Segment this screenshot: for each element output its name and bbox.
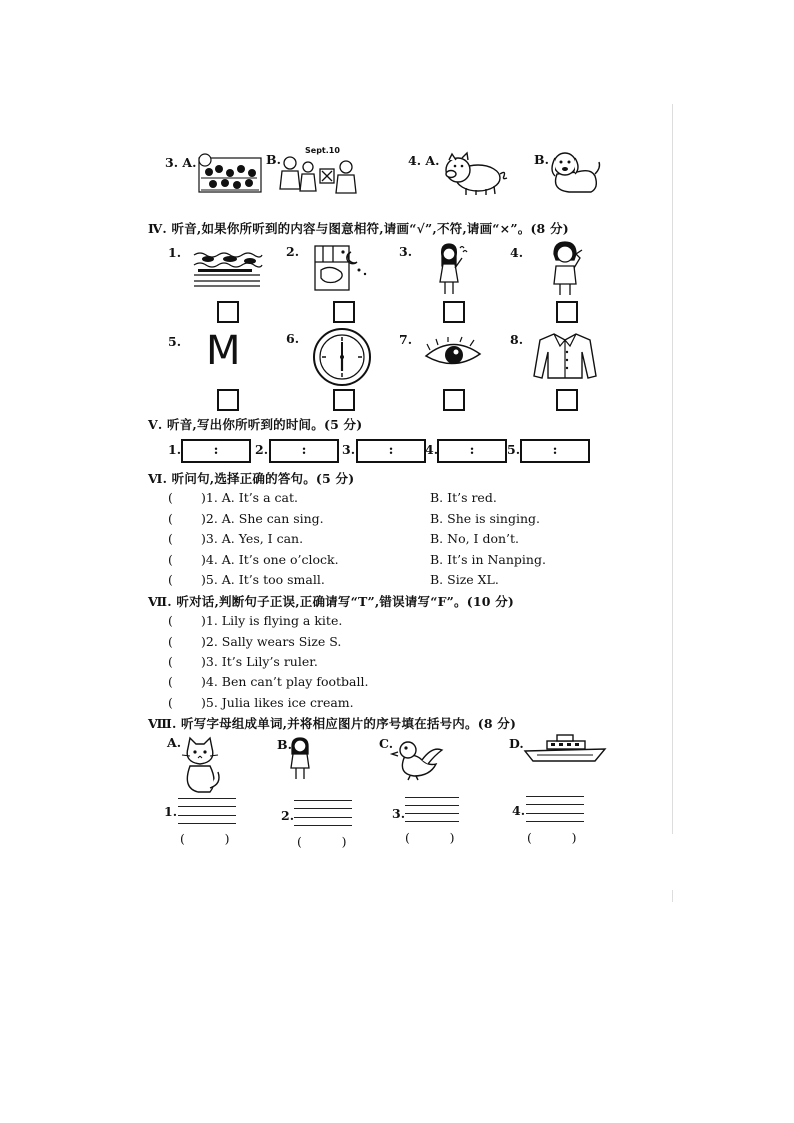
question-option-a: )1. A. It’s a cat. [201, 490, 298, 505]
answer-box[interactable] [217, 389, 239, 411]
writing-line[interactable] [405, 821, 459, 822]
writing-line[interactable] [178, 806, 236, 807]
time-label: 2. [255, 442, 269, 457]
ship-icon [523, 733, 607, 763]
question-option-b: B. Size XL. [430, 572, 499, 587]
question-option-b: B. It’s red. [430, 490, 497, 505]
picture-label: C. [379, 736, 394, 751]
writing-line[interactable] [178, 798, 236, 799]
calendar-date-caption: Sept.10 [305, 146, 340, 155]
item-label: 6. [286, 331, 300, 346]
question-option-b: B. No, I don’t. [430, 531, 520, 546]
picture-answer-paren[interactable]: ( ) [180, 831, 230, 846]
q4-label: 4. A. [408, 153, 440, 168]
answer-paren[interactable]: ( [168, 654, 173, 669]
answer-box[interactable] [443, 301, 465, 323]
writing-line[interactable] [526, 813, 584, 814]
letter-m-icon: M [206, 328, 241, 374]
night-window-icon [313, 244, 369, 292]
statement: )2. Sally wears Size S. [201, 634, 342, 649]
page-edge-rule [672, 104, 673, 834]
section-8-heading: Ⅷ. 听写字母组成单词,并将相应图片的序号填在括号内。(8 分) [148, 716, 517, 731]
answer-number: 4. [512, 803, 526, 818]
q3-b-label: B. [266, 152, 281, 167]
time-input-4[interactable]: : [437, 439, 507, 463]
shirt-icon [532, 332, 598, 380]
answer-paren[interactable]: ( [168, 490, 173, 505]
writing-line[interactable] [294, 817, 352, 818]
writing-line[interactable] [178, 823, 236, 824]
time-label: 3. [342, 442, 356, 457]
dog-icon [547, 150, 603, 200]
writing-line[interactable] [405, 805, 459, 806]
writing-line[interactable] [526, 804, 584, 805]
time-input-1[interactable]: : [181, 439, 251, 463]
answer-paren[interactable]: ( [168, 674, 173, 689]
eye-icon [424, 338, 482, 372]
girl-ice-cream-icon [548, 240, 584, 298]
picture-label: D. [509, 736, 524, 751]
children-gift-icon [278, 155, 360, 197]
question-option-a: )3. A. Yes, I can. [201, 531, 304, 546]
writing-line[interactable] [526, 821, 584, 822]
time-input-2[interactable]: : [269, 439, 339, 463]
page-edge-rule [672, 890, 673, 902]
answer-box[interactable] [556, 389, 578, 411]
writing-line[interactable] [526, 796, 584, 797]
answer-number: 3. [392, 806, 406, 821]
writing-line[interactable] [178, 815, 236, 816]
picture-answer-paren[interactable]: ( ) [405, 830, 455, 845]
answer-box[interactable] [333, 389, 355, 411]
picture-label: B. [277, 737, 292, 752]
item-label: 1. [168, 245, 182, 260]
writing-line[interactable] [294, 825, 352, 826]
item-label: 5. [168, 334, 182, 349]
time-label: 1. [168, 442, 182, 457]
answer-number: 2. [281, 808, 295, 823]
answer-paren[interactable]: ( [168, 613, 173, 628]
q3-label: 3. A. [165, 155, 197, 170]
picture-label: A. [167, 735, 182, 750]
bird-icon [392, 740, 444, 780]
answer-paren[interactable]: ( [168, 531, 173, 546]
item-label: 4. [510, 245, 524, 260]
question-option-a: )5. A. It’s too small. [201, 572, 325, 587]
crowd-picture-icon [197, 152, 263, 194]
girl-singing-icon [436, 242, 468, 298]
answer-box[interactable] [556, 301, 578, 323]
section-5-heading: Ⅴ. 听音,写出你所听到的时间。(5 分) [148, 417, 363, 432]
writing-line[interactable] [405, 813, 459, 814]
picture-answer-paren[interactable]: ( ) [527, 830, 577, 845]
item-label: 3. [399, 244, 413, 259]
time-label: 4. [425, 442, 439, 457]
clock-icon [312, 327, 372, 387]
time-input-3[interactable]: : [356, 439, 426, 463]
answer-number: 1. [164, 804, 178, 819]
time-label: 5. [507, 442, 521, 457]
statement: )4. Ben can’t play football. [201, 674, 369, 689]
section-4-heading: Ⅳ. 听音,如果你所听到的内容与图意相符,请画“√”,不符,请画“×”。(8 分) [148, 221, 569, 236]
answer-paren[interactable]: ( [168, 634, 173, 649]
section-7-heading: Ⅶ. 听对话,判断句子正误,正确请写“T”,错误请写“F”。(10 分) [148, 594, 515, 609]
writing-line[interactable] [294, 808, 352, 809]
q4-b-label: B. [534, 152, 549, 167]
cat-icon [178, 738, 220, 794]
pig-icon [440, 152, 508, 196]
item-label: 8. [510, 332, 524, 347]
question-option-b: B. It’s in Nanping. [430, 552, 546, 567]
item-label: 2. [286, 244, 300, 259]
time-input-5[interactable]: : [520, 439, 590, 463]
answer-paren[interactable]: ( [168, 511, 173, 526]
writing-line[interactable] [294, 800, 352, 801]
answer-paren[interactable]: ( [168, 695, 173, 710]
question-option-a: )4. A. It’s one o’clock. [201, 552, 339, 567]
picture-answer-paren[interactable]: ( ) [297, 834, 347, 849]
item-label: 7. [399, 332, 413, 347]
statement: )1. Lily is flying a kite. [201, 613, 343, 628]
answer-paren[interactable]: ( [168, 552, 173, 567]
doll-icon [288, 736, 312, 782]
question-option-b: B. She is singing. [430, 511, 540, 526]
swimming-pool-icon [192, 247, 262, 287]
answer-paren[interactable]: ( [168, 572, 173, 587]
writing-line[interactable] [405, 797, 459, 798]
section-6-heading: Ⅵ. 听问句,选择正确的答句。(5 分) [148, 471, 355, 486]
answer-box[interactable] [217, 301, 239, 323]
question-option-a: )2. A. She can sing. [201, 511, 324, 526]
statement: )5. Julia likes ice cream. [201, 695, 354, 710]
answer-box[interactable] [443, 389, 465, 411]
statement: )3. It’s Lily’s ruler. [201, 654, 318, 669]
answer-box[interactable] [333, 301, 355, 323]
